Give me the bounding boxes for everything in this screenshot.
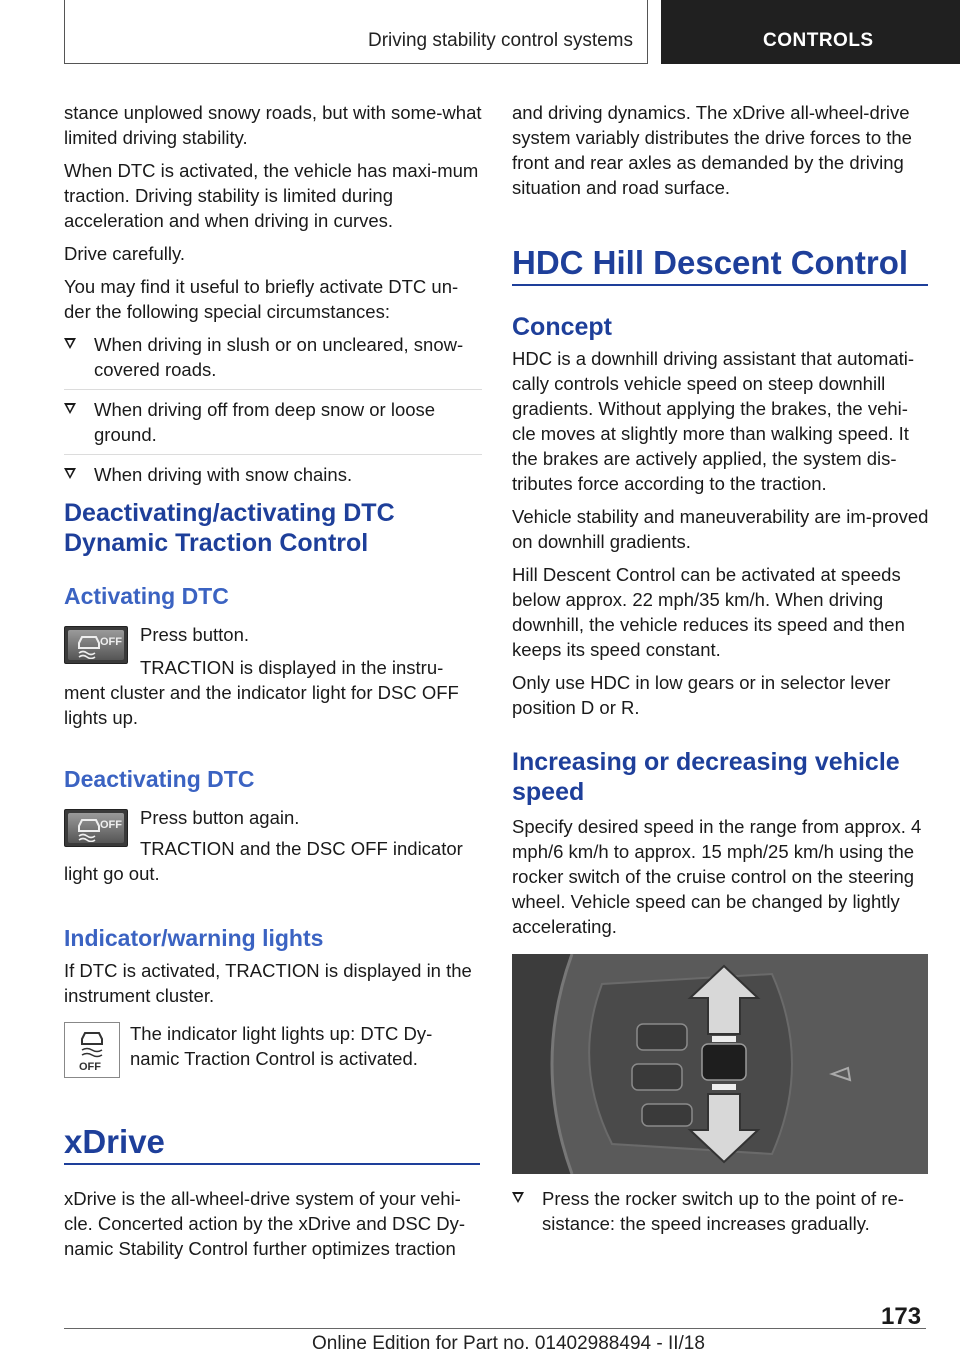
triangle-bullet-icon: [64, 403, 76, 414]
paragraph: Press button.: [140, 624, 250, 645]
paragraph: The indicator light lights up: DTC Dy-namic Traction Control is activated.: [130, 1023, 433, 1069]
triangle-bullet-icon: [512, 1192, 524, 1203]
page-number: 173: [881, 1303, 922, 1330]
paragraph: You may find it useful to briefly activate DTC un-der the following special circumstances:: [64, 276, 459, 322]
heading-activating-dtc: Activating DTC: [64, 583, 229, 609]
list-item: When driving with snow chains.: [64, 462, 482, 494]
button-off-label: OFF: [100, 819, 122, 831]
footer-rule: [64, 1328, 926, 1329]
heading-vehicle-speed: Increasing or decreasing vehicle speed: [512, 748, 900, 806]
list-item: When driving in slush or on uncleared, snow-covered roads.: [64, 332, 482, 390]
heading-indicator-lights: Indicator/warning lights: [64, 925, 324, 951]
section-title: Driving stability control systems: [367, 30, 633, 51]
bullet-list: [512, 1186, 930, 1250]
paragraph: stance unplowed snowy roads, but with some-what limited driving stability.: [64, 102, 482, 148]
heading-rule: [512, 284, 928, 286]
chapter-title: CONTROLS: [763, 30, 874, 51]
paragraph: and driving dynamics. The xDrive all-wheel-drive system variably distributes the drive forces to the front and rear axles as demanded by the driving situation and road surface.: [512, 102, 912, 198]
header-chapter-box: [661, 0, 960, 64]
heading-rule: [64, 1163, 480, 1165]
indicator-off-label: OFF: [79, 1061, 101, 1073]
concept-section: [512, 312, 930, 728]
right-column: [512, 100, 930, 208]
paragraph: Drive carefully.: [64, 243, 185, 264]
paragraph: TRACTION and the DSC OFF indicator light go out.: [64, 838, 463, 884]
left-column: [64, 100, 482, 501]
paragraph: Only use HDC in low gears or in selector lever position D or R.: [512, 672, 891, 718]
paragraph: If DTC is activated, TRACTION is displayed in the instrument cluster.: [64, 960, 472, 1006]
paragraph: TRACTION is displayed in the instru-ment cluster and the indicator light for DSC OFF lights up.: [64, 657, 459, 728]
list-item: When driving off from deep snow or loose ground.: [64, 397, 482, 455]
button-off-label: OFF: [100, 636, 122, 648]
paragraph: Press button again.: [140, 807, 300, 828]
paragraph: HDC is a downhill driving assistant that automati-cally controls vehicle speed on steep downhill gradients. Without applying the brakes, the vehi-cle moves at slightly more than walking speed. It the brakes are actively applied, the system dis-tributes force according to the traction.: [512, 348, 915, 494]
heading-concept: Concept: [512, 313, 612, 341]
steering-wheel-photo: [512, 954, 928, 1174]
triangle-bullet-icon: [64, 338, 76, 349]
edition-text: Online Edition for Part no. 01402988494 - II/18: [312, 1333, 705, 1354]
bullet-list: [64, 332, 482, 494]
paragraph: xDrive is the all-wheel-drive system of your vehi-cle. Concerted action by the xDrive and DSC Dy-namic Stability Control further optimizes traction: [64, 1188, 466, 1259]
paragraph: Specify desired speed in the range from approx. 4 mph/6 km/h to approx. 15 mph/25 km/h using the rocker switch of the cruise control on the steering wheel. Vehicle speed can be changed by lightly accelerating.: [512, 816, 922, 937]
header-section-box: [64, 0, 648, 64]
list-item: Press the rocker switch up to the point of re-sistance: the speed increases gradually.: [512, 1186, 930, 1243]
heading-hdc: HDC Hill Descent Control: [512, 244, 909, 281]
paragraph: Hill Descent Control can be activated at speeds below approx. 22 mph/35 km/h. When driving downhill, the vehicle reduces its speed and then keeps its speed constant.: [512, 564, 905, 660]
steering-wheel-illustration: [512, 954, 928, 1174]
dtc-indicator-light-image: [64, 1022, 120, 1078]
heading-deactivating-dtc: Deactivating/activating DTC Dynamic Traction Control: [64, 499, 395, 557]
paragraph: When DTC is activated, the vehicle has maxi-mum traction. Driving stability is limited during acceleration and when driving in curves.: [64, 160, 479, 231]
traction-car-icon: [77, 1028, 107, 1058]
heading-xdrive: xDrive: [64, 1123, 165, 1160]
paragraph: Vehicle stability and maneuverability are im-proved on downhill gradients.: [512, 506, 929, 552]
triangle-bullet-icon: [64, 468, 76, 479]
heading-deactivating: Deactivating DTC: [64, 766, 255, 792]
